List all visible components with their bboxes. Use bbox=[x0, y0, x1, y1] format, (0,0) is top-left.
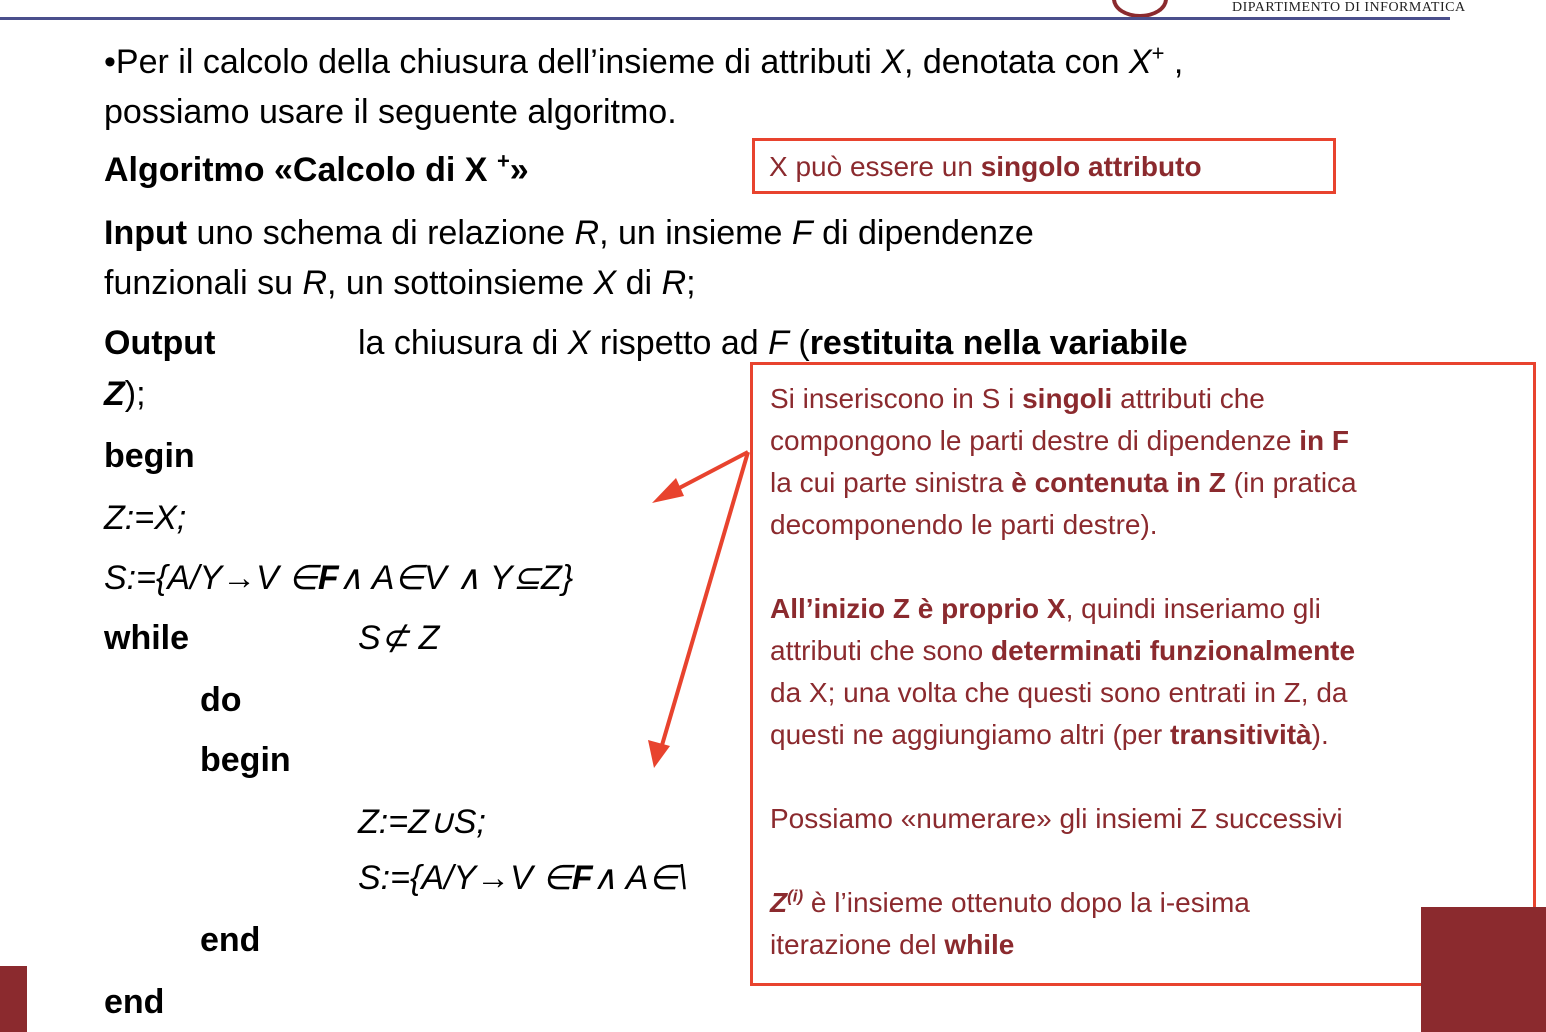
callout-line: attributi che sono determinati funzionalmente bbox=[770, 635, 1356, 666]
while-keyword: while bbox=[104, 619, 190, 657]
callout-explanation bbox=[750, 362, 1536, 986]
inner-assign-z: Z:=Z∪S; bbox=[358, 803, 486, 841]
department-name: DIPARTIMENTO DI INFORMATICA bbox=[1232, 0, 1466, 15]
output-line-2: Z); bbox=[104, 375, 146, 413]
intro-line-2: possiamo usare il seguente algoritmo. bbox=[104, 93, 677, 131]
callout-single-attribute: X può essere un singolo attributo bbox=[752, 138, 1336, 194]
output-text: la chiusura di X rispetto ad F (restituita nella variabile bbox=[358, 324, 1188, 362]
while-condition: S⊄ Z bbox=[358, 619, 440, 657]
callout-line: da X; una volta che questi sono entrati in Z, da bbox=[770, 677, 1348, 708]
callout-line: Possiamo «numerare» gli insiemi Z successivi bbox=[770, 803, 1343, 834]
right-accent-block bbox=[1421, 907, 1546, 1032]
arrowhead-1 bbox=[652, 478, 684, 503]
output-label: Output bbox=[104, 324, 216, 362]
inner-begin-keyword: begin bbox=[200, 741, 291, 779]
algorithm-title: Algoritmo «Calcolo di X +» bbox=[104, 148, 529, 189]
arrowhead-2 bbox=[648, 740, 670, 768]
inner-assign-s: S:={A/Y→V ∈F∧ A∈\ bbox=[358, 859, 688, 897]
input-line-2: funzionali su R, un sottoinsieme X di R; bbox=[104, 264, 696, 302]
callout-line: All’inizio Z è proprio X, quindi inseriamo gli bbox=[770, 593, 1321, 624]
assign-z: Z:=X; bbox=[104, 499, 187, 537]
callout-line: $Z^{(i)}$ è l’insieme ottenuto dopo la i-esima bbox=[770, 886, 1250, 918]
callout-line: Si inseriscono in S i singoli attributi che bbox=[770, 383, 1265, 414]
do-keyword: do bbox=[200, 681, 242, 719]
callout-line: iterazione del while bbox=[770, 929, 1015, 960]
callout-line: compongono le parti destre di dipendenze in F bbox=[770, 425, 1350, 456]
bullet: • bbox=[104, 43, 116, 81]
intro-line-1: •Per il calcolo della chiusura dell’insieme di attributi X, denotata con X+ , bbox=[104, 40, 1184, 81]
inner-end-keyword: end bbox=[200, 921, 261, 959]
input-line-1: Input uno schema di relazione R, un insieme F di dipendenze bbox=[104, 214, 1034, 252]
callout-line: decomponendo le parti destre). bbox=[770, 509, 1158, 540]
left-accent-bar bbox=[0, 966, 27, 1032]
begin-keyword: begin bbox=[104, 437, 195, 475]
end-keyword: end bbox=[104, 983, 165, 1021]
assign-s: S:={A/Y→V ∈F∧ A∈V ∧ Y⊆Z} bbox=[104, 559, 574, 597]
callout-line: questi ne aggiungiamo altri (per transitività). bbox=[770, 719, 1329, 750]
callout-line: la cui parte sinistra è contenuta in Z (in pratica bbox=[770, 467, 1357, 498]
